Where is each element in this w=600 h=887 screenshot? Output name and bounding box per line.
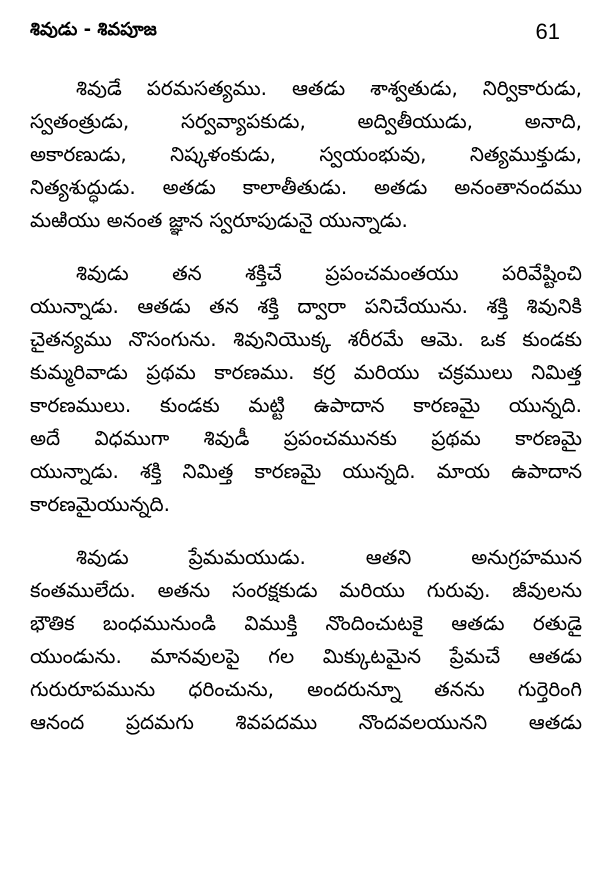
text-line: గురురూపమును ధరించును, అందరున్నూ తనను గుర్తెరింగి: [30, 677, 582, 701]
text-line: స్వతంత్రుడు, సర్వవ్యాపకుడు, అద్వితీయుడు, అనాది,: [30, 109, 582, 133]
text-line: శివుడే పరమసత్యము. ఆతడు శాశ్వతుడు, నిర్వికారుడు,: [76, 76, 582, 100]
text-line: శివుడు తన శక్తిచే ప్రపంచమంతయు పరివేష్టించి: [76, 261, 582, 285]
text-line: యున్నాడు. ఆతడు తన శక్తి ద్వారా పనిచేయును. శక్తి శివునికి: [30, 294, 582, 318]
paragraph-2: [30, 257, 582, 521]
text-line: అకారణుడు, నిష్కళంకుడు, స్వయంభువు, నిత్యముక్తుడు,: [30, 142, 582, 166]
text-line: మఱియు అనంత జ్ఞాన స్వరూపుడునై యున్నాడు.: [30, 208, 408, 232]
text-line: శివుడు ప్రేమమయుడు. ఆతని అనుగ్రహమున: [76, 545, 582, 569]
text-line: యుండును. మానవులపై గల మిక్కుటమైన ప్రేమచే ఆతడు: [30, 644, 582, 668]
text-line: కారణములు. కుండకు మట్టి ఉపాదాన కారణమై యున్నది.: [30, 393, 582, 417]
text-line: యున్నాడు. శక్తి నిమిత్త కారణమై యున్నది. మాయ ఉపాదాన: [30, 459, 582, 483]
body-text: [30, 72, 582, 759]
text-line: భౌతిక బంధమునుండి విముక్తి నొందించుటకై ఆతడు రతుడై: [30, 611, 582, 635]
paragraph-3: [30, 541, 582, 739]
paragraph-1: [30, 72, 582, 237]
page-header: [30, 14, 578, 54]
text-line: చైతన్యము నొసంగును. శివునియొక్క శరీరమే ఆమె. ఒక కుండకు: [30, 327, 582, 351]
text-line: ఆనంద ప్రదమగు శివపదము నొందవలయునని ఆతడు: [30, 710, 582, 734]
text-line: కంతములేదు. అతను సంరక్షకుడు మరియు గురువు. జీవులను: [30, 578, 582, 602]
text-line: కారణమైయున్నది.: [30, 492, 170, 516]
text-line: కుమ్మరివాడు ప్రథమ కారణము. కర్ర మరియు చక్రములు నిమిత్త: [30, 360, 582, 384]
running-title: శివుడు - శివపూజ: [30, 19, 157, 40]
text-line: నిత్యశుద్ధుడు. అతడు కాలాతీతుడు. అతడు అనంతానందము: [30, 175, 582, 199]
page-number: 61: [535, 19, 560, 44]
text-line: అదే విధముగా శివుడీ ప్రపంచమునకు ప్రథమ కారణమై: [30, 426, 582, 450]
